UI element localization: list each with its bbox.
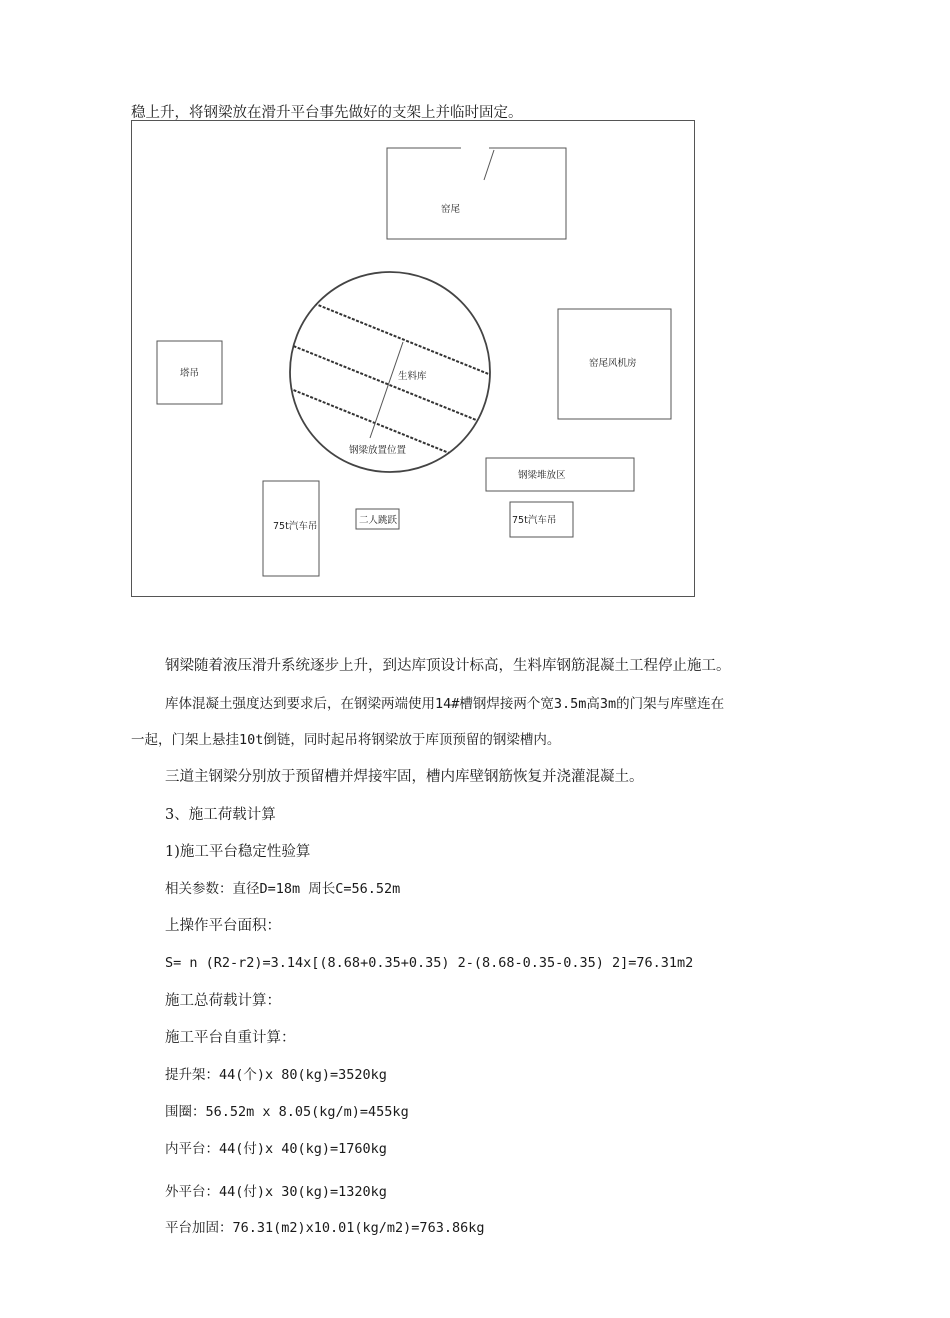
kiln-tail-box [387, 148, 566, 239]
paragraph-1: 钢梁随着液压滑升系统逐步上升，到达库顶设计标高，生料库钢筋混凝土工程停止施工。 [165, 658, 731, 674]
paragraph-2-line-1: 库体混凝土强度达到要求后，在钢梁两端使用14#槽钢焊接两个宽3.5m高3m的门架与库壁连在 [165, 696, 725, 712]
site-layout-diagram [131, 120, 695, 597]
ring-beam-calc: 围圈：56.52m x 8.05(kg/m)=455kg [165, 1104, 409, 1120]
section-heading: 3、施工荷载计算 [165, 807, 276, 823]
crane-left-label: 75t汽车吊 [273, 521, 318, 532]
beam-position-leader [370, 342, 403, 438]
params-line: 相关参数：直径D=18m 周长C=56.52m [165, 881, 401, 897]
outer-platform-calc: 外平台：44(付)x 30(kg)=1320kg [165, 1184, 387, 1200]
paragraph-3: 三道主钢梁分别放于预留槽并焊接牢固，槽内库壁钢筋恢复并浇灌混凝土。 [165, 769, 644, 785]
paragraph-2-line-2: 一起，门架上悬挂10t倒链，同时起吊将钢梁放于库顶预留的钢梁槽内。 [131, 732, 561, 748]
total-load-label: 施工总荷载计算： [165, 993, 281, 1009]
self-weight-label: 施工平台自重计算： [165, 1030, 296, 1046]
kiln-tail-label: 窑尾 [441, 204, 461, 215]
steel-beam-1 [281, 290, 491, 375]
crane-right-label: 75t汽车吊 [512, 515, 557, 526]
platform-area-label: 上操作平台面积： [165, 918, 281, 934]
lifting-frame-calc: 提升架：44(个)x 80(kg)=3520kg [165, 1067, 387, 1083]
beam-position-label: 钢梁放置位置 [349, 445, 407, 456]
inner-platform-calc: 内平台：44(付)x 40(kg)=1760kg [165, 1141, 387, 1157]
subsection-heading: 1)施工平台稳定性验算 [165, 844, 311, 860]
steel-beam-2 [281, 341, 491, 426]
kiln-fan-room-label: 窑尾风机房 [589, 358, 637, 369]
raw-silo-circle [290, 272, 490, 472]
tower-crane-label: 塔吊 [180, 368, 200, 379]
platform-reinforce-calc: 平台加固：76.31(m2)x10.01(kg/m2)=763.86kg [165, 1220, 485, 1236]
intro-text: 稳上升，将钢梁放在滑升平台事先做好的支架上并临时固定。 [131, 105, 523, 121]
beam-storage-label: 钢梁堆放区 [518, 470, 566, 481]
steel-beam-3 [281, 385, 491, 470]
two-man-label: 二人跳跃 [359, 515, 398, 526]
raw-silo-label: 生料库 [398, 371, 427, 382]
area-formula: S= n (R2-r2)=3.14x[(8.68+0.35+0.35) 2-(8.68-0.35-0.35) 2]=76.31m2 [165, 955, 694, 971]
